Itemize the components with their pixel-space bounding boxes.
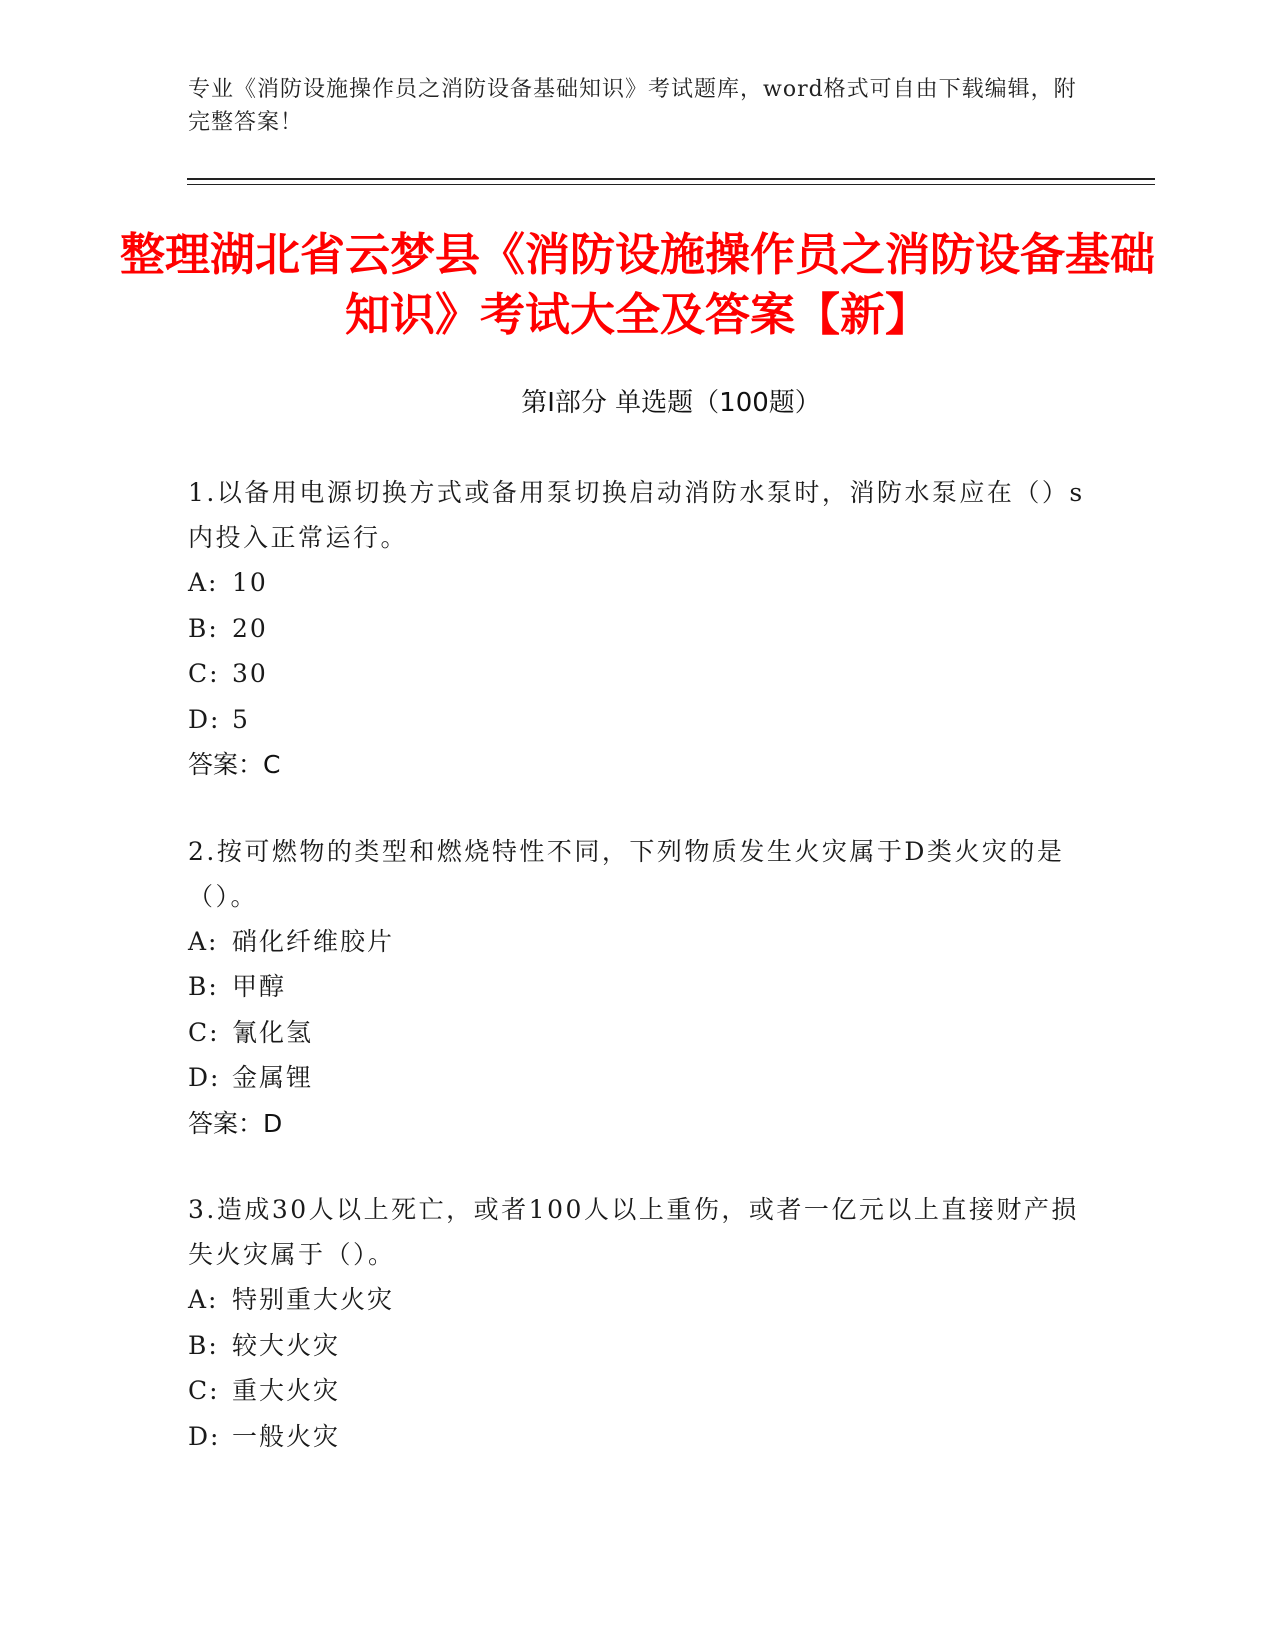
question-stem: 3.造成30人以上死亡，或者100人以上重伤，或者一亿元以上直接财产损失火灾属于（）。 (188, 1195, 1079, 1269)
header-rule-thick (187, 178, 1155, 180)
option-c (188, 1368, 1088, 1414)
option-key: C: (188, 659, 220, 688)
option-text: 特别重大火灾 (232, 1285, 395, 1314)
question-3 (188, 1187, 1088, 1459)
option-b (188, 606, 1088, 652)
option-d (188, 697, 1088, 743)
option-text: 30 (232, 659, 268, 688)
option-key: C: (188, 1376, 220, 1405)
answer-line (188, 1101, 1088, 1147)
option-c (188, 651, 1088, 697)
option-key: A: (188, 568, 219, 597)
question-list (188, 470, 1088, 1500)
question-1 (188, 470, 1088, 788)
option-b (188, 1323, 1088, 1369)
option-key: B: (188, 1330, 219, 1360)
option-key: D: (188, 1063, 221, 1092)
option-text: 10 (232, 568, 268, 597)
header-note: 专业《消防设施操作员之消防设备基础知识》考试题库，word格式可自由下载编辑，附完整答案！ (188, 77, 1077, 135)
option-text: 金属锂 (232, 1063, 314, 1092)
option-a (188, 919, 1088, 965)
option-a (188, 560, 1088, 606)
option-a (188, 1277, 1088, 1323)
option-key: A: (188, 1285, 219, 1314)
option-key: B: (188, 613, 219, 643)
question-stem: 1.以备用电源切换方式或备用泵切换启动消防水泵时，消防水泵应在（）s内投入正常运行。 (188, 478, 1085, 552)
answer-value: C (263, 750, 281, 779)
header-rule-thin (187, 184, 1155, 185)
section-title: 第I部分 单选题（100题） (521, 388, 821, 418)
option-text: 重大火灾 (232, 1376, 341, 1405)
question-stem: 2.按可燃物的类型和燃烧特性不同，下列物质发生火灾属于D类火灾的是（）。 (188, 836, 1065, 911)
option-text: 5 (232, 704, 250, 734)
option-text: 氰化氢 (232, 1017, 314, 1047)
option-c (188, 1010, 1088, 1056)
question-2 (188, 829, 1088, 1147)
answer-line (188, 742, 1088, 788)
option-text: 甲醇 (232, 972, 287, 1001)
option-key: B: (188, 972, 219, 1001)
document-title: 整理湖北省云梦县《消防设施操作员之消防设备基础知识》考试大全及答案【新】 (120, 228, 1156, 341)
answer-prefix: 答案： (188, 1108, 264, 1138)
answer-value: D (263, 1108, 283, 1138)
option-key: D: (188, 704, 221, 734)
option-text: 硝化纤维胶片 (232, 926, 395, 956)
option-text: 一般火灾 (232, 1421, 341, 1451)
option-text: 20 (232, 613, 268, 643)
answer-prefix: 答案： (188, 750, 264, 779)
option-key: C: (188, 1017, 220, 1047)
option-key: D: (188, 1421, 221, 1451)
option-key: A: (188, 926, 219, 956)
option-text: 较大火灾 (232, 1330, 341, 1360)
option-b (188, 964, 1088, 1010)
option-d (188, 1414, 1088, 1460)
option-d (188, 1055, 1088, 1101)
